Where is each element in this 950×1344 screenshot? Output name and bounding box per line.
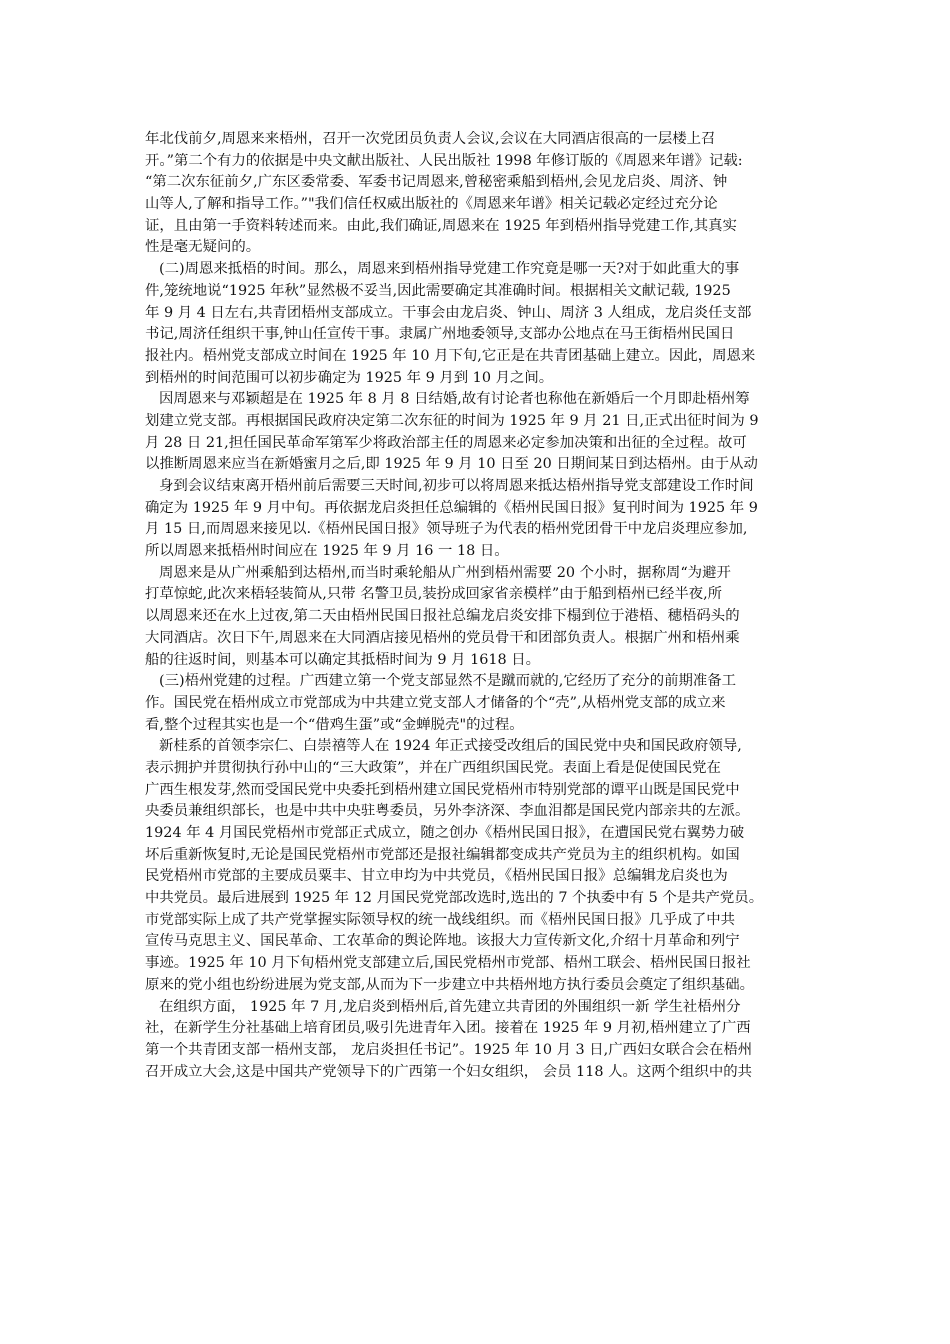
text-line: 所以周恩来抵梧州时间应在 1925 年 9 月 16 一 18 日。 xyxy=(145,543,509,560)
text-line: 1924 年 4 月国民党梧州市党部正式成立，随之创办《梧州民国日报》，在遭国民党右翼势力破 xyxy=(145,825,745,841)
text-line: 证，且由第一手资料转述而来。由此,我们确证,周恩来在 1925 年到梧州指导党建工作,其真实 xyxy=(145,217,737,234)
paragraph-voyage xyxy=(145,563,826,671)
text-line: 月 28 日 21,担任国民革命军第军少将政治部主任的周恩来必定参加决策和出征的全过程。故可 xyxy=(145,434,747,451)
text-line: 事迹。1925 年 10 月下旬梧州党支部建立后,国民党梧州市党部、梧州工联会、梧州民国日报社 xyxy=(145,955,751,972)
text-line: 船的往返时间，则基本可以确定其抵梧时间为 9 月 1618 日。 xyxy=(145,651,541,668)
text-line: 原来的党小组也纷纷进展为党支部,从而为下一步建立中共梧州地方执行委员会奠定了组织基础。 xyxy=(145,976,754,993)
text-line: 打草惊蛇,此次来梧轻装简从,只带 名警卫员,装扮成回家省亲模样”由于船到梧州已经半夜,所 xyxy=(145,586,723,603)
text-line: 报社内。梧州党支部成立时间在 1925 年 10 月下旬,它正是在共青团基础上建立。因此，周恩来 xyxy=(145,347,756,364)
text-line: “第二次东征前夕,广东区委常委、军委书记周恩来,曾秘密乘船到梧州,会见龙启炎、周济、钟 xyxy=(145,174,728,191)
text-line: 召开成立大会,这是中国共产党领导下的广西第一个妇女组织， 会员 118 人。这两个组织中的共 xyxy=(145,1063,753,1080)
text-line: 看,整个过程其实也是一个“借鸡生蛋”或“金蝉脱壳"的过程。 xyxy=(145,716,524,733)
text-line: 周恩来是从广州乘船到达梧州,而当时乘轮船从广州到梧州需要 20 个小时，据称周“为避开 xyxy=(159,564,731,581)
text-line: 市党部实际上成了共产党掌握实际领导权的统一战线组织。而《梧州民国日报》几乎成了中共 xyxy=(145,911,736,928)
text-line: 性是毫无疑问的。 xyxy=(145,239,261,256)
text-line: 新桂系的首领李宗仁、白崇禧等人在 1924 年正式接受改组后的国民党中央和国民政府领导, xyxy=(159,738,742,755)
text-line: 社，在新学生分社基础上培育团员,吸引先进青年入团。接着在 1925 年 9 月初,梧州建立了广西 xyxy=(145,1020,751,1037)
text-line: 广西生根发芽,然而受国民党中央委托到梧州建立国民党梧州市特别党部的谭平山既是国民党中 xyxy=(145,781,740,798)
text-line: 中共党员。最后进展到 1925 年 12 月国民党党部改选时,选出的 7 个执委中有 5 个是共产党员。 xyxy=(145,890,764,907)
paragraph-arrival-time xyxy=(145,259,826,389)
text-line: 书记,周济任组织干事,钟山任宣传干事。隶属广州地委领导,支部办公地点在马王街梧州民国日 xyxy=(145,326,735,343)
text-line: 身到会议结束离开梧州前后需要三天时间,初步可以将周恩来抵达梧州指导党支部建设工作时间 xyxy=(159,478,754,494)
text-line: 以推断周恩来应当在新婚蜜月之后,即 1925 年 9 月 10 日至 20 日期间某日到达梧州。由于从动 xyxy=(145,456,758,473)
text-line: 年 9 月 4 日左右,共青团梧州支部成立。干事会由龙启炎、钟山、周济 3 人组成，龙启炎任支部 xyxy=(145,304,752,321)
text-line: 以周恩来还在水上过夜,第二天由梧州民国日报社总编龙启炎安排下榻到位于港梧、穗梧码头的 xyxy=(145,608,740,625)
text-line: 大同酒店。次日下午,周恩来在大同酒店接见梧州的党员骨干和团部负责人。根据广州和梧州乘 xyxy=(145,629,740,646)
paragraph-organization xyxy=(145,997,826,1084)
text-line: 因周恩来与邓颖超是在 1925 年 8 月 8 日结婚,故有讨论者也称他在新婚后一个月即赴梧州筹 xyxy=(159,391,750,408)
text-line: 坏后重新恢复时,无论是国民党梧州市党部还是报社编辑都变成共产党员为主的组织机构。如国 xyxy=(145,846,740,863)
text-line: 山等人,了解和指导工作。”"我们信任权威出版社的《周恩来年谱》相关记载必定经过充分论 xyxy=(145,196,718,213)
text-line: 第一个共青团支部一梧州支部， 龙启炎担任书记”。1925 年 10 月 3 日,广西妇女联合会在梧州 xyxy=(145,1041,753,1058)
text-line: (二)周恩来抵梧的时间。那么，周恩来到梧州指导党建工作究竟是哪一天?对于如此重大的事 xyxy=(159,261,740,278)
text-line: 在组织方面， 1925 年 7 月,龙启炎到梧州后,首先建立共青团的外围组织一新 学生社梧州分 xyxy=(159,998,741,1015)
paragraph-new-guangxi-clique xyxy=(145,736,826,996)
text-line: 确定为 1925 年 9 月中旬。再依据龙启炎担任总编辑的《梧州民国日报》复刊时间为 1925 年 9 xyxy=(145,499,758,516)
paragraph-zhou-visit-evidence xyxy=(145,129,826,259)
text-line: 表示拥护并贯彻执行孙中山的“三大政策”，并在广西组织国民党。表面上看是促使国民党在 xyxy=(145,759,721,776)
text-line: 央委员兼组织部长，也是中共中央驻粤委员，另外李济深、李血泪都是国民党内部亲共的左派。 xyxy=(145,803,750,820)
paragraph-date-reasoning xyxy=(145,389,826,563)
text-line: 年北伐前夕,周恩来来梧州，召开一次党团员负责人会议,会议在大同酒店很高的一层楼上召 xyxy=(145,131,716,147)
text-line: 民党梧州市党部的主要成员粟丰、甘立申均为中共党员，《梧州民国日报》总编辑龙启炎也为 xyxy=(145,868,728,885)
paragraph-party-building-process xyxy=(145,671,826,736)
text-line: 件,笼统地说“1925 年秋”显然极不妥当,因此需要确定其准确时间。根据相关文献记载, 1925 xyxy=(145,282,731,299)
text-line: 作。国民党在梧州成立市党部成为中共建立党支部人才储备的个“壳”,从梧州党支部的成立来 xyxy=(145,694,726,711)
text-line: 宣传马克思主义、国民革命、工农革命的舆论阵地。该报大力宣传新文化,介绍十月革命和列宁 xyxy=(145,933,740,950)
text-line: 月 15 日,而周恩来接见以.《梧州民国日报》领导班子为代表的梧州党团骨干中龙启炎理应参加, xyxy=(145,521,748,538)
text-line: (三)梧州党建的过程。广西建立第一个党支部显然不是蹴而就的,它经历了充分的前期准备工 xyxy=(159,673,737,690)
document-body xyxy=(145,129,826,1083)
text-line: 到梧州的时间范围可以初步确定为 1925 年 9 月到 10 月之间。 xyxy=(145,369,554,386)
text-line: 划建立党支部。再根据国民政府决定第二次东征的时间为 1925 年 9 月 21 日,正式出征时间为 9 xyxy=(145,412,759,429)
text-line: 开。”第二个有力的依据是中央文献出版社、人民出版社 1998 年修订版的《周恩来年谱》记载: xyxy=(145,152,743,169)
